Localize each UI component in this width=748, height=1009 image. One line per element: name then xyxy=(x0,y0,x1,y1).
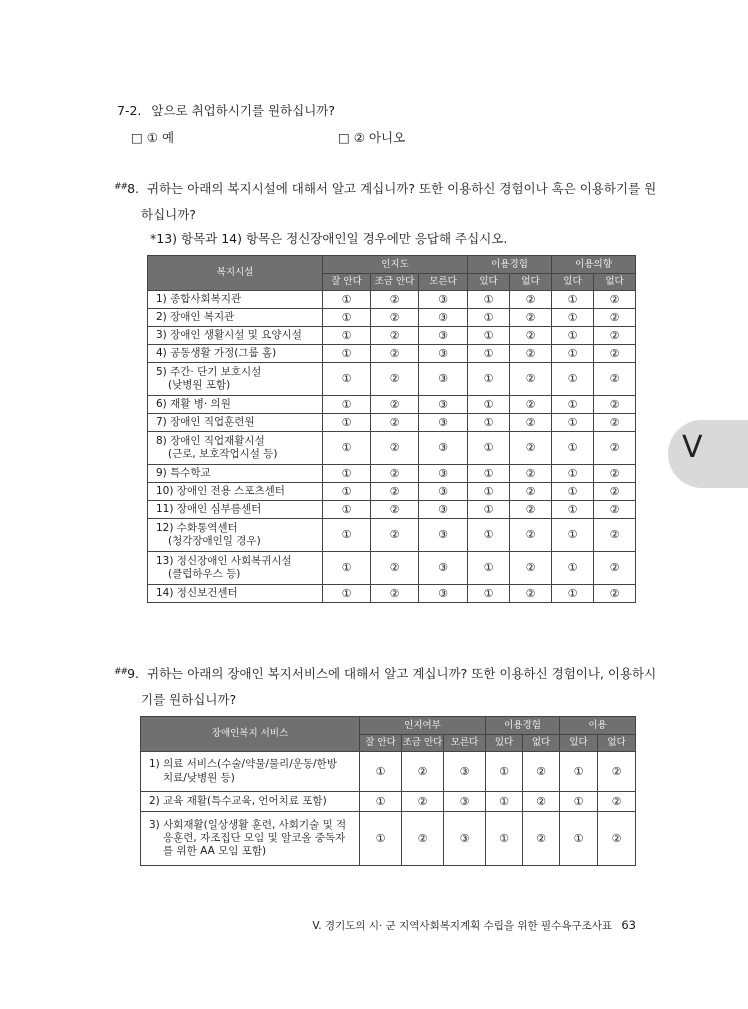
choice-option[interactable]: ① xyxy=(552,465,594,483)
choice-option[interactable]: ① xyxy=(560,812,598,866)
table-row xyxy=(148,414,636,432)
choice-option[interactable]: ① xyxy=(360,752,402,792)
option-no[interactable]: □ ② 아니오 xyxy=(338,130,406,145)
question-text: 앞으로 취업하시기를 원하십니까? xyxy=(151,103,336,118)
subheader: 없다 xyxy=(523,735,560,752)
choice-option[interactable]: ① xyxy=(468,396,510,414)
choice-option[interactable]: ② xyxy=(523,812,560,866)
choice-option[interactable]: ② xyxy=(371,501,419,519)
choice-option[interactable]: ① xyxy=(323,585,371,603)
choice-option[interactable]: ③ xyxy=(419,519,468,552)
row-label-line: 7) 장애인 직업훈련원 xyxy=(156,415,255,428)
table-row xyxy=(148,309,636,327)
choice-option[interactable]: ① xyxy=(468,432,510,465)
choice-option[interactable]: ① xyxy=(552,291,594,309)
choice-option[interactable]: ① xyxy=(486,812,523,866)
choice-option[interactable]: ② xyxy=(594,552,636,585)
services-table xyxy=(140,716,636,866)
table-row xyxy=(141,752,636,792)
choice-option[interactable]: ② xyxy=(371,309,419,327)
row-label-line: 1) 의료 서비스(수술/약물/물리/운동/한방 xyxy=(149,758,337,771)
row-label xyxy=(148,483,323,501)
choice-option[interactable]: ② xyxy=(594,585,636,603)
row-label-line: 치료/낮병원 등) xyxy=(163,771,235,784)
header-awareness: 인지여부 xyxy=(360,717,486,735)
choice-option[interactable]: ① xyxy=(468,483,510,501)
row-label xyxy=(148,432,323,465)
choice-option[interactable]: ② xyxy=(594,432,636,465)
choice-option[interactable]: ② xyxy=(510,291,552,309)
choice-option[interactable]: ① xyxy=(323,327,371,345)
table-row xyxy=(148,585,636,603)
choice-option[interactable]: ① xyxy=(323,291,371,309)
question-prefix: ## xyxy=(114,182,128,192)
choice-option[interactable]: ② xyxy=(510,483,552,501)
row-label xyxy=(148,414,323,432)
header-intention: 이용의향 xyxy=(552,256,636,274)
choice-option[interactable]: ② xyxy=(510,414,552,432)
choice-option[interactable]: ② xyxy=(510,345,552,363)
row-label-line: 5) 주간· 단기 보호시설 xyxy=(156,365,262,378)
question-text-line1: 귀하는 아래의 복지시설에 대해서 알고 계십니까? 또한 이용하신 경험이나 혹은 이용하기를 원 xyxy=(147,181,657,196)
subheader: 모른다 xyxy=(444,735,486,752)
choice-option[interactable]: ① xyxy=(323,396,371,414)
choice-option[interactable]: ② xyxy=(594,483,636,501)
question-note: *13) 항목과 14) 항목은 정신장애인일 경우에만 응답해 주십시오. xyxy=(150,231,508,246)
subheader: 있다 xyxy=(486,735,523,752)
choice-option[interactable]: ① xyxy=(468,291,510,309)
choice-option[interactable]: ① xyxy=(552,327,594,345)
choice-option[interactable]: ② xyxy=(371,345,419,363)
choice-option[interactable]: ② xyxy=(594,345,636,363)
choice-option[interactable]: ③ xyxy=(444,792,486,812)
question-prefix: ## xyxy=(114,667,128,677)
choice-option[interactable]: ② xyxy=(594,309,636,327)
page-footer xyxy=(312,918,636,933)
choice-option[interactable]: ① xyxy=(323,483,371,501)
question-text-line1: 귀하는 아래의 장애인 복지서비스에 대해서 알고 계십니까? 또한 이용하신 경험이나, 이용하시 xyxy=(147,666,657,681)
choice-option[interactable]: ① xyxy=(552,414,594,432)
question-number: 8. xyxy=(127,181,140,196)
choice-option[interactable]: ② xyxy=(371,519,419,552)
table-row xyxy=(148,465,636,483)
row-label-line: 14) 정신보건센터 xyxy=(156,586,238,599)
subheader: 있다 xyxy=(560,735,598,752)
header-facility: 복지시설 xyxy=(148,256,323,291)
choice-option[interactable]: ③ xyxy=(419,585,468,603)
choice-option[interactable]: ② xyxy=(402,752,444,792)
chapter-tab-label: V xyxy=(682,430,703,465)
choice-option[interactable]: ② xyxy=(510,327,552,345)
choice-option[interactable]: ② xyxy=(594,465,636,483)
question-text-line2: 기를 원하십니까? xyxy=(141,692,237,707)
choice-option[interactable]: ① xyxy=(552,363,594,396)
subheader: 있다 xyxy=(552,274,594,291)
facilities-table xyxy=(147,255,636,603)
footer-text: V. 경기도의 시· 군 지역사회복지계획 수립을 위한 필수욕구조사표 xyxy=(312,920,613,932)
row-label-line: 12) 수화통역센터 xyxy=(156,521,238,534)
choice-option[interactable]: ① xyxy=(552,552,594,585)
choice-option[interactable]: ② xyxy=(594,519,636,552)
header-use: 이용 xyxy=(560,717,636,735)
choice-option[interactable]: ② xyxy=(510,501,552,519)
row-label xyxy=(148,519,323,552)
row-label xyxy=(141,792,360,812)
choice-option[interactable]: ① xyxy=(468,414,510,432)
row-label xyxy=(148,327,323,345)
row-label-line: 를 위한 AA 모임 포함) xyxy=(163,845,267,858)
choice-option[interactable]: ① xyxy=(552,432,594,465)
table-row xyxy=(141,812,636,866)
choice-option[interactable]: ③ xyxy=(419,396,468,414)
choice-option[interactable]: ② xyxy=(594,291,636,309)
choice-option[interactable]: ① xyxy=(552,519,594,552)
row-label-line: 3) 사회재활(일상생활 훈련, 사회기술 및 적 xyxy=(149,818,347,831)
choice-option[interactable]: ② xyxy=(371,483,419,501)
choice-option[interactable]: ② xyxy=(510,585,552,603)
row-label-line: (청각장애인일 경우) xyxy=(168,535,261,547)
choice-option[interactable]: ② xyxy=(510,309,552,327)
choice-option[interactable]: ③ xyxy=(419,363,468,396)
subheader: 없다 xyxy=(598,735,636,752)
choice-option[interactable]: ① xyxy=(468,501,510,519)
choice-option[interactable]: ① xyxy=(360,812,402,866)
choice-option[interactable]: ③ xyxy=(444,812,486,866)
choice-option[interactable]: ① xyxy=(360,792,402,812)
choice-option[interactable]: ① xyxy=(468,552,510,585)
table-row xyxy=(148,363,636,396)
choice-option[interactable]: ③ xyxy=(419,483,468,501)
subheader: 없다 xyxy=(510,274,552,291)
choice-option[interactable]: ③ xyxy=(419,345,468,363)
row-label-line: 2) 장애인 복지관 xyxy=(156,310,235,323)
choice-option[interactable]: ① xyxy=(468,363,510,396)
choice-option[interactable]: ① xyxy=(323,363,371,396)
choice-option[interactable]: ③ xyxy=(419,327,468,345)
choice-option[interactable]: ② xyxy=(510,432,552,465)
row-label-line: 9) 특수학교 xyxy=(156,466,211,479)
choice-option[interactable]: ① xyxy=(552,309,594,327)
question-9 xyxy=(114,664,656,682)
choice-option[interactable]: ③ xyxy=(444,752,486,792)
row-label-line: 6) 재활 병· 의원 xyxy=(156,397,231,410)
choice-option[interactable]: ② xyxy=(371,585,419,603)
choice-option[interactable]: ② xyxy=(510,519,552,552)
chapter-tab xyxy=(668,420,748,488)
choice-option[interactable]: ② xyxy=(371,414,419,432)
choice-option[interactable]: ① xyxy=(323,501,371,519)
row-label xyxy=(148,291,323,309)
choice-option[interactable]: ① xyxy=(323,552,371,585)
choice-option[interactable]: ② xyxy=(402,812,444,866)
table-row xyxy=(148,327,636,345)
header-service: 장애인복지 서비스 xyxy=(141,717,360,752)
choice-option[interactable]: ① xyxy=(323,345,371,363)
row-label xyxy=(148,309,323,327)
choice-option[interactable]: ② xyxy=(594,396,636,414)
table-row xyxy=(148,519,636,552)
row-label-line: (클럽하우스 등) xyxy=(168,568,241,580)
choice-option[interactable]: ① xyxy=(560,752,598,792)
choice-option[interactable]: ③ xyxy=(419,414,468,432)
subheader: 없다 xyxy=(594,274,636,291)
choice-option[interactable]: ② xyxy=(371,363,419,396)
choice-option[interactable]: ① xyxy=(468,345,510,363)
choice-option[interactable]: ② xyxy=(598,812,636,866)
choice-option[interactable]: ③ xyxy=(419,552,468,585)
row-label-line: 2) 교육 재활(특수교육, 언어치료 포함) xyxy=(149,794,327,807)
row-label-line: 10) 장애인 전용 스포츠센터 xyxy=(156,484,285,497)
row-label-line: (낮병원 포함) xyxy=(168,379,231,391)
subheader: 있다 xyxy=(468,274,510,291)
table-row xyxy=(148,483,636,501)
table-row xyxy=(148,501,636,519)
choice-option[interactable]: ② xyxy=(371,552,419,585)
choice-option[interactable]: ③ xyxy=(419,291,468,309)
choice-option[interactable]: ① xyxy=(552,345,594,363)
choice-option[interactable]: ② xyxy=(594,327,636,345)
choice-option[interactable]: ② xyxy=(371,396,419,414)
subheader: 모른다 xyxy=(419,274,468,291)
row-label xyxy=(148,552,323,585)
choice-option[interactable]: ② xyxy=(402,792,444,812)
table-row xyxy=(148,396,636,414)
choice-option[interactable]: ① xyxy=(552,501,594,519)
row-label-line: (근로, 보호작업시설 등) xyxy=(168,448,278,460)
table-row xyxy=(148,432,636,465)
table-row xyxy=(141,792,636,812)
question-number: 7-2. xyxy=(117,103,142,118)
question-8 xyxy=(114,179,656,197)
subheader: 조금 안다 xyxy=(402,735,444,752)
row-label xyxy=(148,501,323,519)
choice-option[interactable]: ① xyxy=(560,792,598,812)
choice-option[interactable]: ① xyxy=(468,327,510,345)
header-experience: 이용경험 xyxy=(486,717,560,735)
choice-option[interactable]: ② xyxy=(371,465,419,483)
row-label xyxy=(141,812,360,866)
choice-option[interactable]: ① xyxy=(468,585,510,603)
choice-option[interactable]: ① xyxy=(323,519,371,552)
choice-option[interactable]: ① xyxy=(323,309,371,327)
choice-option[interactable]: ① xyxy=(486,792,523,812)
choice-option[interactable]: ① xyxy=(486,752,523,792)
choice-option[interactable]: ② xyxy=(510,396,552,414)
question-7-2 xyxy=(117,101,335,119)
row-label-line: 4) 공동생활 가정(그룹 홈) xyxy=(156,346,277,359)
option-yes[interactable]: □ ① 예 xyxy=(131,130,175,145)
choice-option[interactable]: ③ xyxy=(419,309,468,327)
row-label xyxy=(141,752,360,792)
choice-option[interactable]: ② xyxy=(371,291,419,309)
choice-option[interactable]: ① xyxy=(552,483,594,501)
header-experience: 이용경험 xyxy=(468,256,552,274)
question-number: 9. xyxy=(127,666,140,681)
choice-option[interactable]: ② xyxy=(594,414,636,432)
choice-option[interactable]: ① xyxy=(552,585,594,603)
question-text-line2: 하십니까? xyxy=(141,207,196,222)
choice-option[interactable]: ① xyxy=(552,396,594,414)
choice-option[interactable]: ① xyxy=(468,465,510,483)
table-row xyxy=(148,552,636,585)
row-label-line: 3) 장애인 생활시설 및 요양시설 xyxy=(156,328,302,341)
choice-option[interactable]: ② xyxy=(594,363,636,396)
row-label-line: 응훈련, 자조집단 모임 및 알코올 중독자 xyxy=(163,831,346,844)
row-label-line: 8) 장애인 직업재활시설 xyxy=(156,434,265,447)
subheader: 잘 안다 xyxy=(360,735,402,752)
choice-option[interactable]: ② xyxy=(598,792,636,812)
choice-option[interactable]: ① xyxy=(323,414,371,432)
choice-option[interactable]: ① xyxy=(323,465,371,483)
row-label-line: 11) 장애인 심부름센터 xyxy=(156,502,262,515)
subheader: 조금 안다 xyxy=(371,274,419,291)
choice-option[interactable]: ① xyxy=(323,432,371,465)
choice-option[interactable]: ② xyxy=(598,752,636,792)
choice-option[interactable]: ② xyxy=(523,752,560,792)
row-label xyxy=(148,396,323,414)
choice-option[interactable]: ① xyxy=(468,519,510,552)
choice-option[interactable]: ② xyxy=(594,501,636,519)
choice-option[interactable]: ③ xyxy=(419,465,468,483)
choice-option[interactable]: ① xyxy=(468,309,510,327)
row-label-line: 1) 종합사회복지관 xyxy=(156,292,242,305)
page-number: 63 xyxy=(621,918,636,932)
choice-option[interactable]: ② xyxy=(371,327,419,345)
row-label xyxy=(148,363,323,396)
row-label-line: 13) 정신장애인 사회복귀시설 xyxy=(156,554,292,567)
choice-option[interactable]: ② xyxy=(510,465,552,483)
choice-option[interactable]: ③ xyxy=(419,432,468,465)
row-label xyxy=(148,465,323,483)
row-label xyxy=(148,585,323,603)
choice-option[interactable]: ② xyxy=(371,432,419,465)
row-label xyxy=(148,345,323,363)
table-row xyxy=(148,291,636,309)
choice-option[interactable]: ③ xyxy=(419,501,468,519)
choice-option[interactable]: ② xyxy=(510,363,552,396)
header-awareness: 인지도 xyxy=(323,256,468,274)
choice-option[interactable]: ② xyxy=(523,792,560,812)
subheader: 잘 안다 xyxy=(323,274,371,291)
table-row xyxy=(148,345,636,363)
choice-option[interactable]: ② xyxy=(510,552,552,585)
